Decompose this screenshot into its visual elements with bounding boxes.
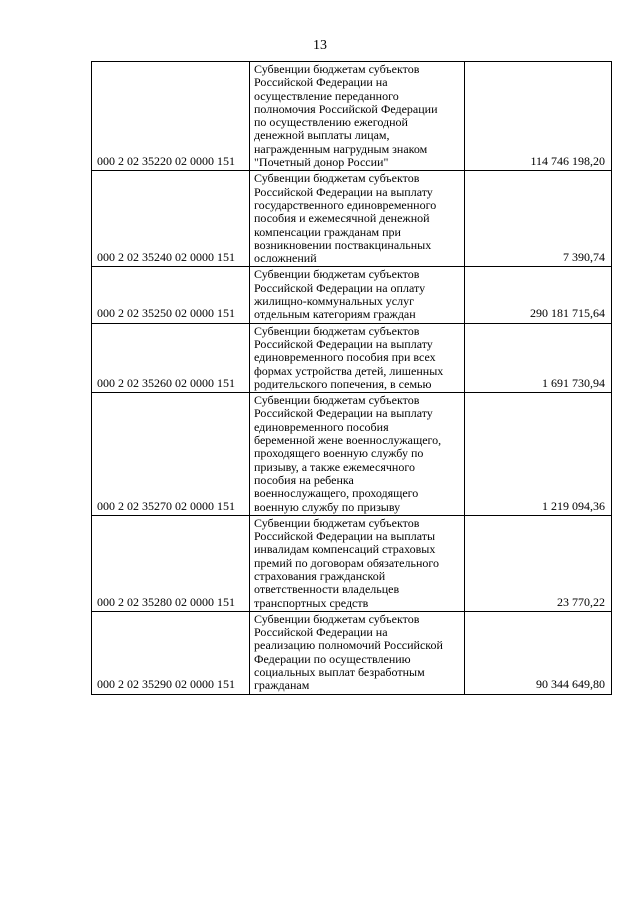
table-row	[92, 323, 612, 392]
budget-code: 000 2 02 35290 02 0000 151	[92, 611, 250, 694]
revenue-description: Субвенции бюджетам субъектов Российской Федерации на реализацию полномочий Российской Федерации по осуществлению социальных выплат безработным гражданам	[250, 611, 465, 694]
revenue-description: Субвенции бюджетам субъектов Российской Федерации на выплату государственного единовременного пособия и ежемесячной денежной компенсации гражданам при возникновении поствакцинальных осложнений	[250, 171, 465, 267]
table-row	[92, 171, 612, 267]
table-row	[92, 611, 612, 694]
table-row	[92, 393, 612, 516]
page-number: 13	[313, 38, 327, 53]
budget-code: 000 2 02 35270 02 0000 151	[92, 393, 250, 516]
amount: 1 691 730,94	[465, 323, 612, 392]
amount: 23 770,22	[465, 515, 612, 611]
amount: 290 181 715,64	[465, 267, 612, 323]
revenue-description: Субвенции бюджетам субъектов Российской Федерации на осуществление переданного полномочия Российской Федерации по осуществлению ежегодной денежной выплаты лицам, награжденным нагрудным знаком "Почетный донор России"	[250, 62, 465, 171]
table-row	[92, 515, 612, 611]
table-row	[92, 267, 612, 323]
amount: 1 219 094,36	[465, 393, 612, 516]
revenue-description: Субвенции бюджетам субъектов Российской Федерации на выплаты инвалидам компенсаций страховых премий по договорам обязательного страхования гражданской ответственности владельцев транспортных средств	[250, 515, 465, 611]
budget-code: 000 2 02 35250 02 0000 151	[92, 267, 250, 323]
amount: 7 390,74	[465, 171, 612, 267]
revenue-description: Субвенции бюджетам субъектов Российской Федерации на выплату единовременного пособия при всех формах устройства детей, лишенных родительского попечения, в семью	[250, 323, 465, 392]
budget-code: 000 2 02 35260 02 0000 151	[92, 323, 250, 392]
revenue-description: Субвенции бюджетам субъектов Российской Федерации на выплату единовременного пособия беременной жене военнослужащего, проходящего военную службу по призыву, а также ежемесячного пособия на ребенка военнослужащего, проходящего военную службу по призыву	[250, 393, 465, 516]
amount: 90 344 649,80	[465, 611, 612, 694]
budget-code: 000 2 02 35280 02 0000 151	[92, 515, 250, 611]
budget-table	[91, 61, 612, 695]
budget-code: 000 2 02 35220 02 0000 151	[92, 62, 250, 171]
amount: 114 746 198,20	[465, 62, 612, 171]
table-row	[92, 62, 612, 171]
budget-code: 000 2 02 35240 02 0000 151	[92, 171, 250, 267]
revenue-description: Субвенции бюджетам субъектов Российской Федерации на оплату жилищно-коммунальных услуг отдельным категориям граждан	[250, 267, 465, 323]
